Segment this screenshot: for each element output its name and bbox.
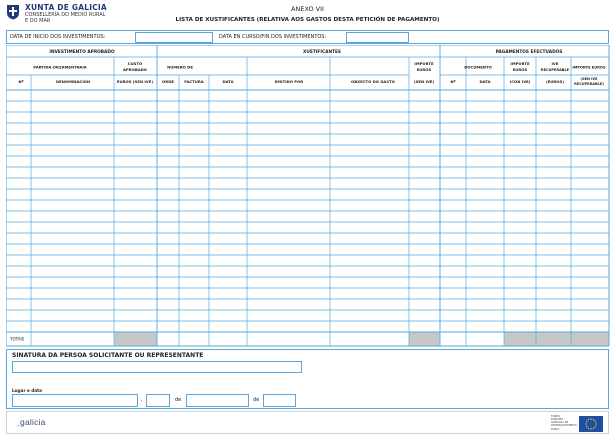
eu-flag-icon bbox=[579, 416, 603, 432]
col-order: ORDE bbox=[162, 79, 174, 84]
col-no-vat-recoverable-line2: RECUPERABLE) bbox=[574, 82, 604, 86]
annex-label: ANEXO VII bbox=[291, 5, 324, 13]
signature-section bbox=[6, 349, 609, 409]
col-doc-date: DATA bbox=[479, 79, 491, 84]
investment-dates-bar bbox=[6, 30, 609, 44]
eu-star bbox=[585, 423, 586, 424]
totals-shade-amount bbox=[409, 332, 440, 346]
eu-star bbox=[595, 426, 596, 427]
approved-cost-header-line2: APROBADO bbox=[122, 67, 148, 72]
col-date: DATA bbox=[222, 79, 234, 84]
col-with-vat: (CON IVE) bbox=[509, 79, 531, 84]
org-subtitle-2: E DO MAR bbox=[25, 17, 51, 24]
galicia-brand-mark: ˍ bbox=[17, 417, 21, 427]
page-title: LISTA DE XUSTIFICANTES (RELATIVA AOS GASTOS DESTA PETICIÓN DE PAGAMENTO) bbox=[175, 17, 440, 23]
payment-amount-header-line1: IMPORTE bbox=[510, 61, 530, 66]
end-date-label: DATA EN CURSO/FIN DOS INVESTIMENTOS: bbox=[219, 34, 327, 40]
amount-header-line1: IMPORTE bbox=[414, 61, 434, 66]
eu-star bbox=[590, 418, 591, 419]
page-footer bbox=[6, 411, 609, 434]
org-subtitle-1: CONSELLERÍA DO MEDIO RURAL bbox=[25, 11, 106, 18]
col-expense-object: OBXECTO DO GASTO bbox=[351, 79, 395, 84]
totals-shade-vat bbox=[536, 332, 571, 346]
eu-star bbox=[593, 428, 594, 429]
group-receipts-header: XUSTIFICANTES bbox=[303, 50, 341, 55]
col-no: Nº bbox=[18, 79, 24, 84]
number-of-header: NÚMERO DE bbox=[167, 64, 193, 70]
document-header: DOCUMENTO bbox=[464, 64, 492, 70]
place-date-label: Lugar e data bbox=[12, 388, 42, 393]
eu-star bbox=[586, 426, 587, 427]
col-issuer: EMITIDO POR bbox=[274, 79, 304, 84]
eu-star bbox=[595, 423, 596, 424]
col-name: DENOMINACIÓN bbox=[55, 79, 91, 84]
col-doc-no: Nº bbox=[450, 79, 456, 84]
eu-star bbox=[590, 428, 591, 429]
place-field[interactable] bbox=[12, 394, 138, 407]
place-comma: , bbox=[141, 397, 143, 403]
totals-shade-payment bbox=[504, 332, 536, 346]
eu-star bbox=[586, 421, 587, 422]
group-investment-header: INVESTIMENTO APROBADO bbox=[49, 50, 115, 55]
eu-star bbox=[593, 419, 594, 420]
funding-text: FONDO EUROPEO AGRÍCOLA DE DESENVOLVEMENTO RURAL bbox=[551, 415, 577, 431]
eu-star bbox=[588, 419, 589, 420]
org-name: XUNTA DE GALICIA bbox=[25, 3, 107, 12]
eu-star bbox=[588, 428, 589, 429]
date-separator-2: de bbox=[253, 397, 260, 403]
start-date-label: DATA DE INICIO DOS INVESTIMENTOS: bbox=[10, 34, 106, 40]
col-invoice: FACTURA bbox=[184, 79, 204, 84]
amount-header-line2: EUROS bbox=[416, 67, 432, 72]
end-date-field[interactable] bbox=[346, 32, 409, 43]
totals-label: TOTAIS bbox=[10, 336, 25, 342]
approved-cost-header-line1: CUSTO bbox=[127, 61, 143, 66]
col-amount-no-vat: (SEN IVE) bbox=[413, 79, 435, 84]
date-separator-1: de bbox=[175, 397, 182, 403]
col-vat-euros: (EUROS) bbox=[545, 79, 565, 84]
col-no-vat-recoverable-line1: (SEN IVE bbox=[580, 77, 598, 81]
receipts-table-grid bbox=[6, 45, 610, 347]
galicia-brand-logo bbox=[17, 417, 46, 427]
month-field[interactable] bbox=[186, 394, 249, 407]
budget-item-header: PARTIDA ORZAMENTARIA bbox=[33, 64, 87, 70]
start-date-field[interactable] bbox=[135, 32, 213, 43]
receipts-table bbox=[6, 45, 610, 347]
totals-shade-net bbox=[571, 332, 609, 346]
galicia-brand-text: galicia bbox=[20, 417, 46, 427]
recoverable-vat-header-line2: RECUPERABLE bbox=[540, 68, 570, 72]
signature-name-field[interactable] bbox=[12, 361, 302, 373]
group-payments-header: PAGAMENTOS EFECTUADOS bbox=[495, 50, 563, 55]
recoverable-vat-header-line1: IVE bbox=[551, 61, 559, 66]
payment-amount-header-line2: EUROS bbox=[512, 67, 528, 72]
signature-title: SINATURA DA PERSOA SOLICITANTE OU REPRESENTANTE bbox=[12, 352, 204, 359]
amount-euros-header: IMPORTE EUROS bbox=[572, 65, 606, 70]
day-field[interactable] bbox=[146, 394, 170, 407]
year-field[interactable] bbox=[263, 394, 296, 407]
col-euros-no-vat: EUROS (SEN IVE) bbox=[116, 79, 154, 84]
totals-shade-approved bbox=[114, 332, 157, 346]
eu-star bbox=[595, 421, 596, 422]
